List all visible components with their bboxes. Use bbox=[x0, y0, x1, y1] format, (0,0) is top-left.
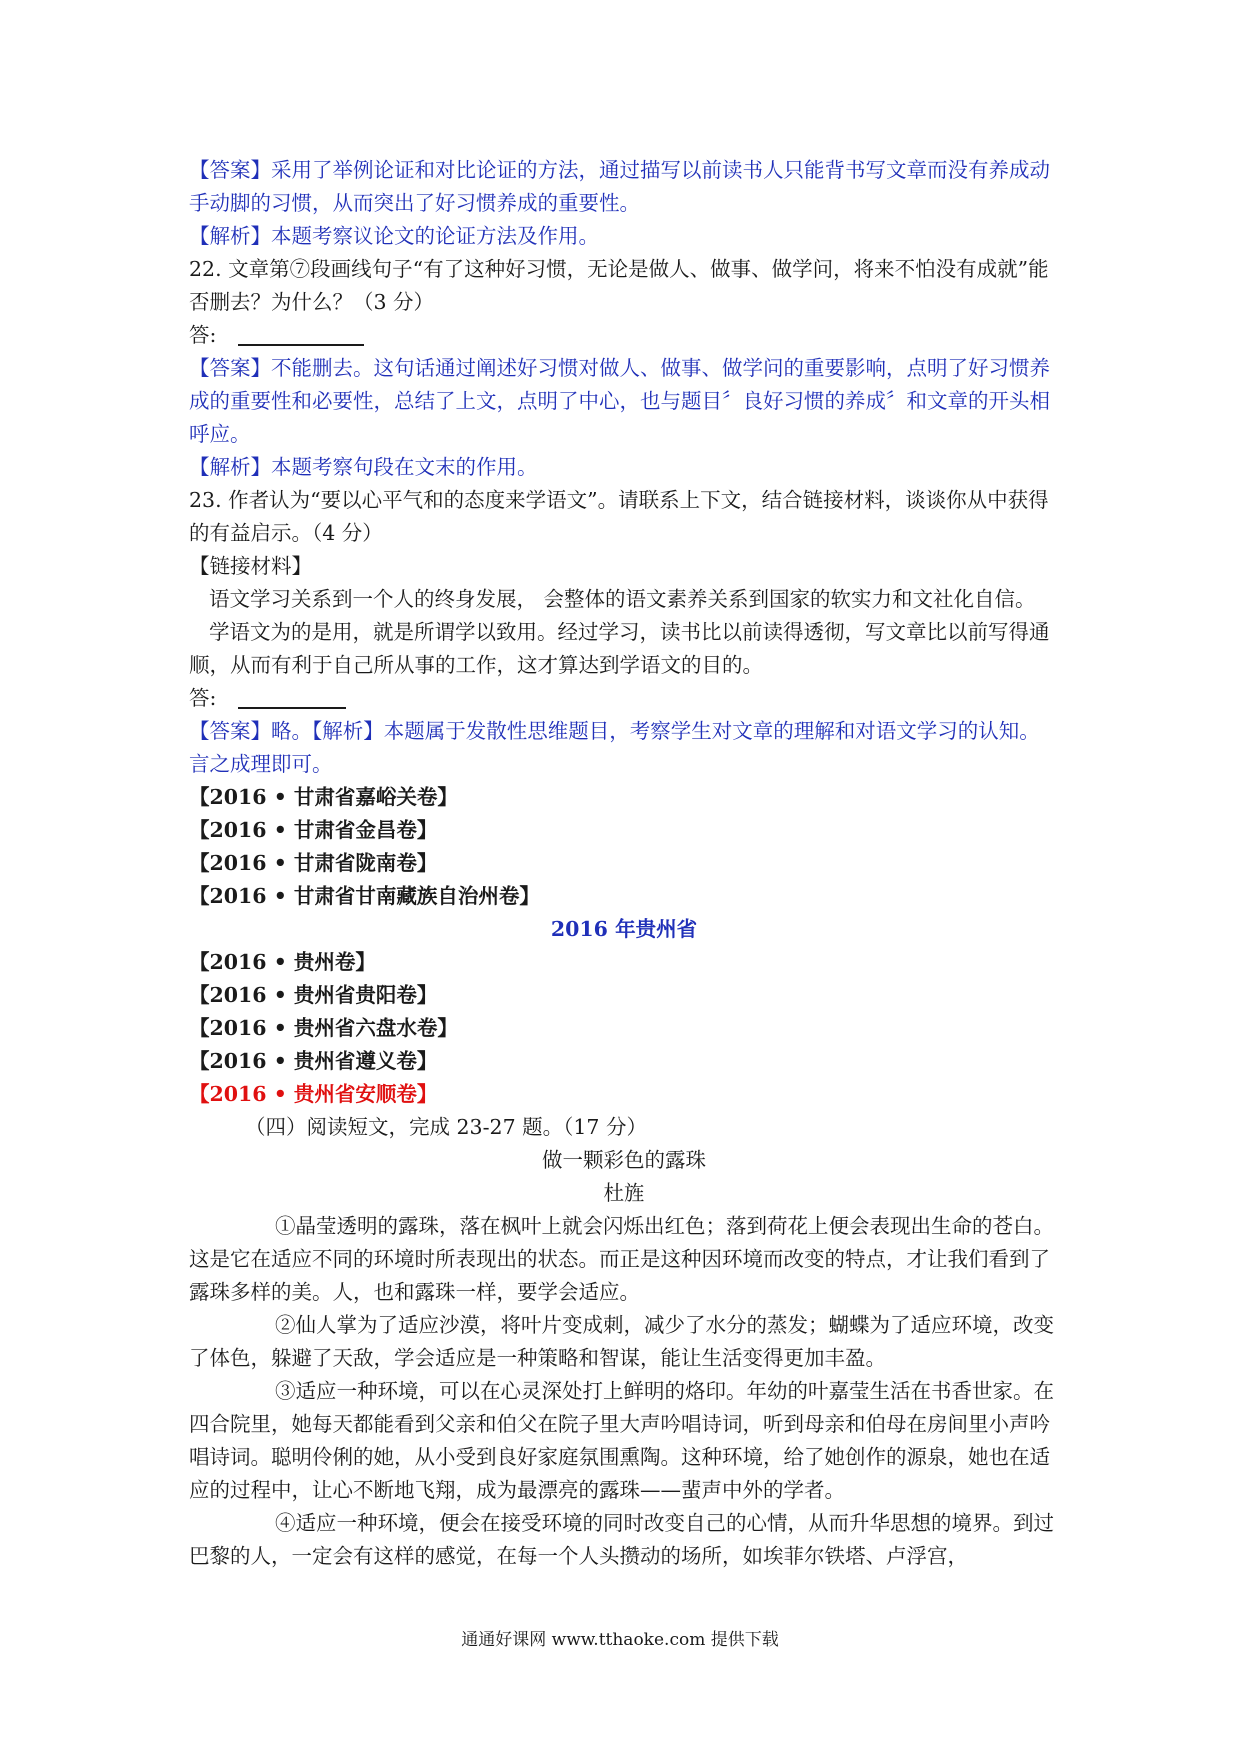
answer-blank bbox=[238, 324, 364, 346]
answer-line-23 bbox=[189, 682, 1059, 715]
exam-heading-highlighted: 【2016 • 贵州省安顺卷】 bbox=[189, 1082, 438, 1106]
analysis-21: 【解析】本题考察议论文的论证方法及作用。 bbox=[189, 224, 599, 248]
answer-23: 【答案】略。【解析】本题属于发散性思维题目，考察学生对文章的理解和对语文学习的认知。言之成理即可。 bbox=[189, 719, 1040, 776]
exam-heading: 【2016 • 甘肃省甘南藏族自治州卷】 bbox=[189, 884, 540, 908]
question-22: 22. 文章第⑦段画线句子“有了这种好习惯，无论是做人、做事、做学问，将来不怕没有成就”能否删去？为什么？（3 分） bbox=[189, 257, 1049, 314]
article-author: 杜旌 bbox=[603, 1181, 645, 1205]
link-material-title: 【链接材料】 bbox=[189, 554, 312, 578]
answer-blank bbox=[238, 687, 346, 709]
document-body bbox=[189, 154, 1059, 1573]
reading-instructions: （四）阅读短文，完成 23-27 题。（17 分） bbox=[245, 1115, 647, 1139]
exam-heading: 【2016 • 贵州省贵阳卷】 bbox=[189, 983, 438, 1007]
exam-heading: 【2016 • 甘肃省金昌卷】 bbox=[189, 818, 438, 842]
exam-heading: 【2016 • 贵州卷】 bbox=[189, 950, 376, 974]
article-paragraph: ④适应一种环境，便会在接受环境的同时改变自己的心情，从而升华思想的境界。到过巴黎的人，一定会有这样的感觉，在每一个人头攒动的场所，如埃菲尔铁塔、卢浮宫， bbox=[189, 1511, 1054, 1568]
answer-line-22 bbox=[189, 319, 1059, 352]
answer-label: 答: bbox=[189, 323, 217, 347]
answer-21: 【答案】采用了举例论证和对比论证的方法，通过描写以前读书人只能背书写文章而没有养成动手动脚的习惯，从而突出了好习惯养成的重要性。 bbox=[189, 158, 1050, 215]
answer-label: 答: bbox=[189, 686, 217, 710]
province-section-title: 2016 年贵州省 bbox=[550, 917, 698, 941]
analysis-22: 【解析】本题考察句段在文末的作用。 bbox=[189, 455, 538, 479]
article-paragraph: ③适应一种环境，可以在心灵深处打上鲜明的烙印。年幼的叶嘉莹生活在书香世家。在四合院里，她每天都能看到父亲和伯父在院子里大声吟唱诗词，听到母亲和伯母在房间里小声吟唱诗词。聪明伶俐的她，从小受到良好家庭氛围熏陶。这种环境，给了她创作的源泉，她也在适应的过程中，让心不断地飞翔，成为最漂亮的露珠——蜚声中外的学者。 bbox=[189, 1379, 1054, 1502]
exam-heading: 【2016 • 甘肃省嘉峪关卷】 bbox=[189, 785, 458, 809]
exam-heading: 【2016 • 甘肃省陇南卷】 bbox=[189, 851, 438, 875]
link-material-paragraph: 语文学习关系到一个人的终身发展， 会整体的语文素养关系到国家的软实力和文社化自信。 bbox=[209, 587, 1036, 611]
link-material-paragraph: 学语文为的是用，就是所谓学以致用。经过学习，读书比以前读得透彻，写文章比以前写得通顺，从而有利于自己所从事的工作，这才算达到学语文的目的。 bbox=[189, 620, 1050, 677]
answer-22: 【答案】不能删去。这句话通过阐述好习惯对做人、做事、做学问的重要影响，点明了好习惯养成的重要性和必要性，总结了上文，点明了中心，也与题目〞良好习惯的养成〞和文章的开头相呼应。 bbox=[189, 356, 1050, 446]
page-footer: 通通好课网 www.tthaoke.com 提供下载 bbox=[461, 1630, 779, 1650]
article-title: 做一颗彩色的露珠 bbox=[542, 1148, 706, 1172]
article-paragraph: ②仙人掌为了适应沙漠，将叶片变成刺，减少了水分的蒸发；蝴蝶为了适应环境，改变了体色，躲避了天敌，学会适应是一种策略和智谋，能让生活变得更加丰盈。 bbox=[189, 1313, 1054, 1370]
question-23: 23. 作者认为“要以心平气和的态度来学语文”。请联系上下文，结合链接材料，谈谈你从中获得的有益启示。（4 分） bbox=[189, 488, 1049, 545]
exam-heading: 【2016 • 贵州省六盘水卷】 bbox=[189, 1016, 458, 1040]
article-paragraph: ①晶莹透明的露珠，落在枫叶上就会闪烁出红色；落到荷花上便会表现出生命的苍白。这是它在适应不同的环境时所表现出的状态。而正是这种因环境而改变的特点，才让我们看到了露珠多样的美。人，也和露珠一样，要学会适应。 bbox=[189, 1214, 1054, 1304]
exam-heading: 【2016 • 贵州省遵义卷】 bbox=[189, 1049, 438, 1073]
